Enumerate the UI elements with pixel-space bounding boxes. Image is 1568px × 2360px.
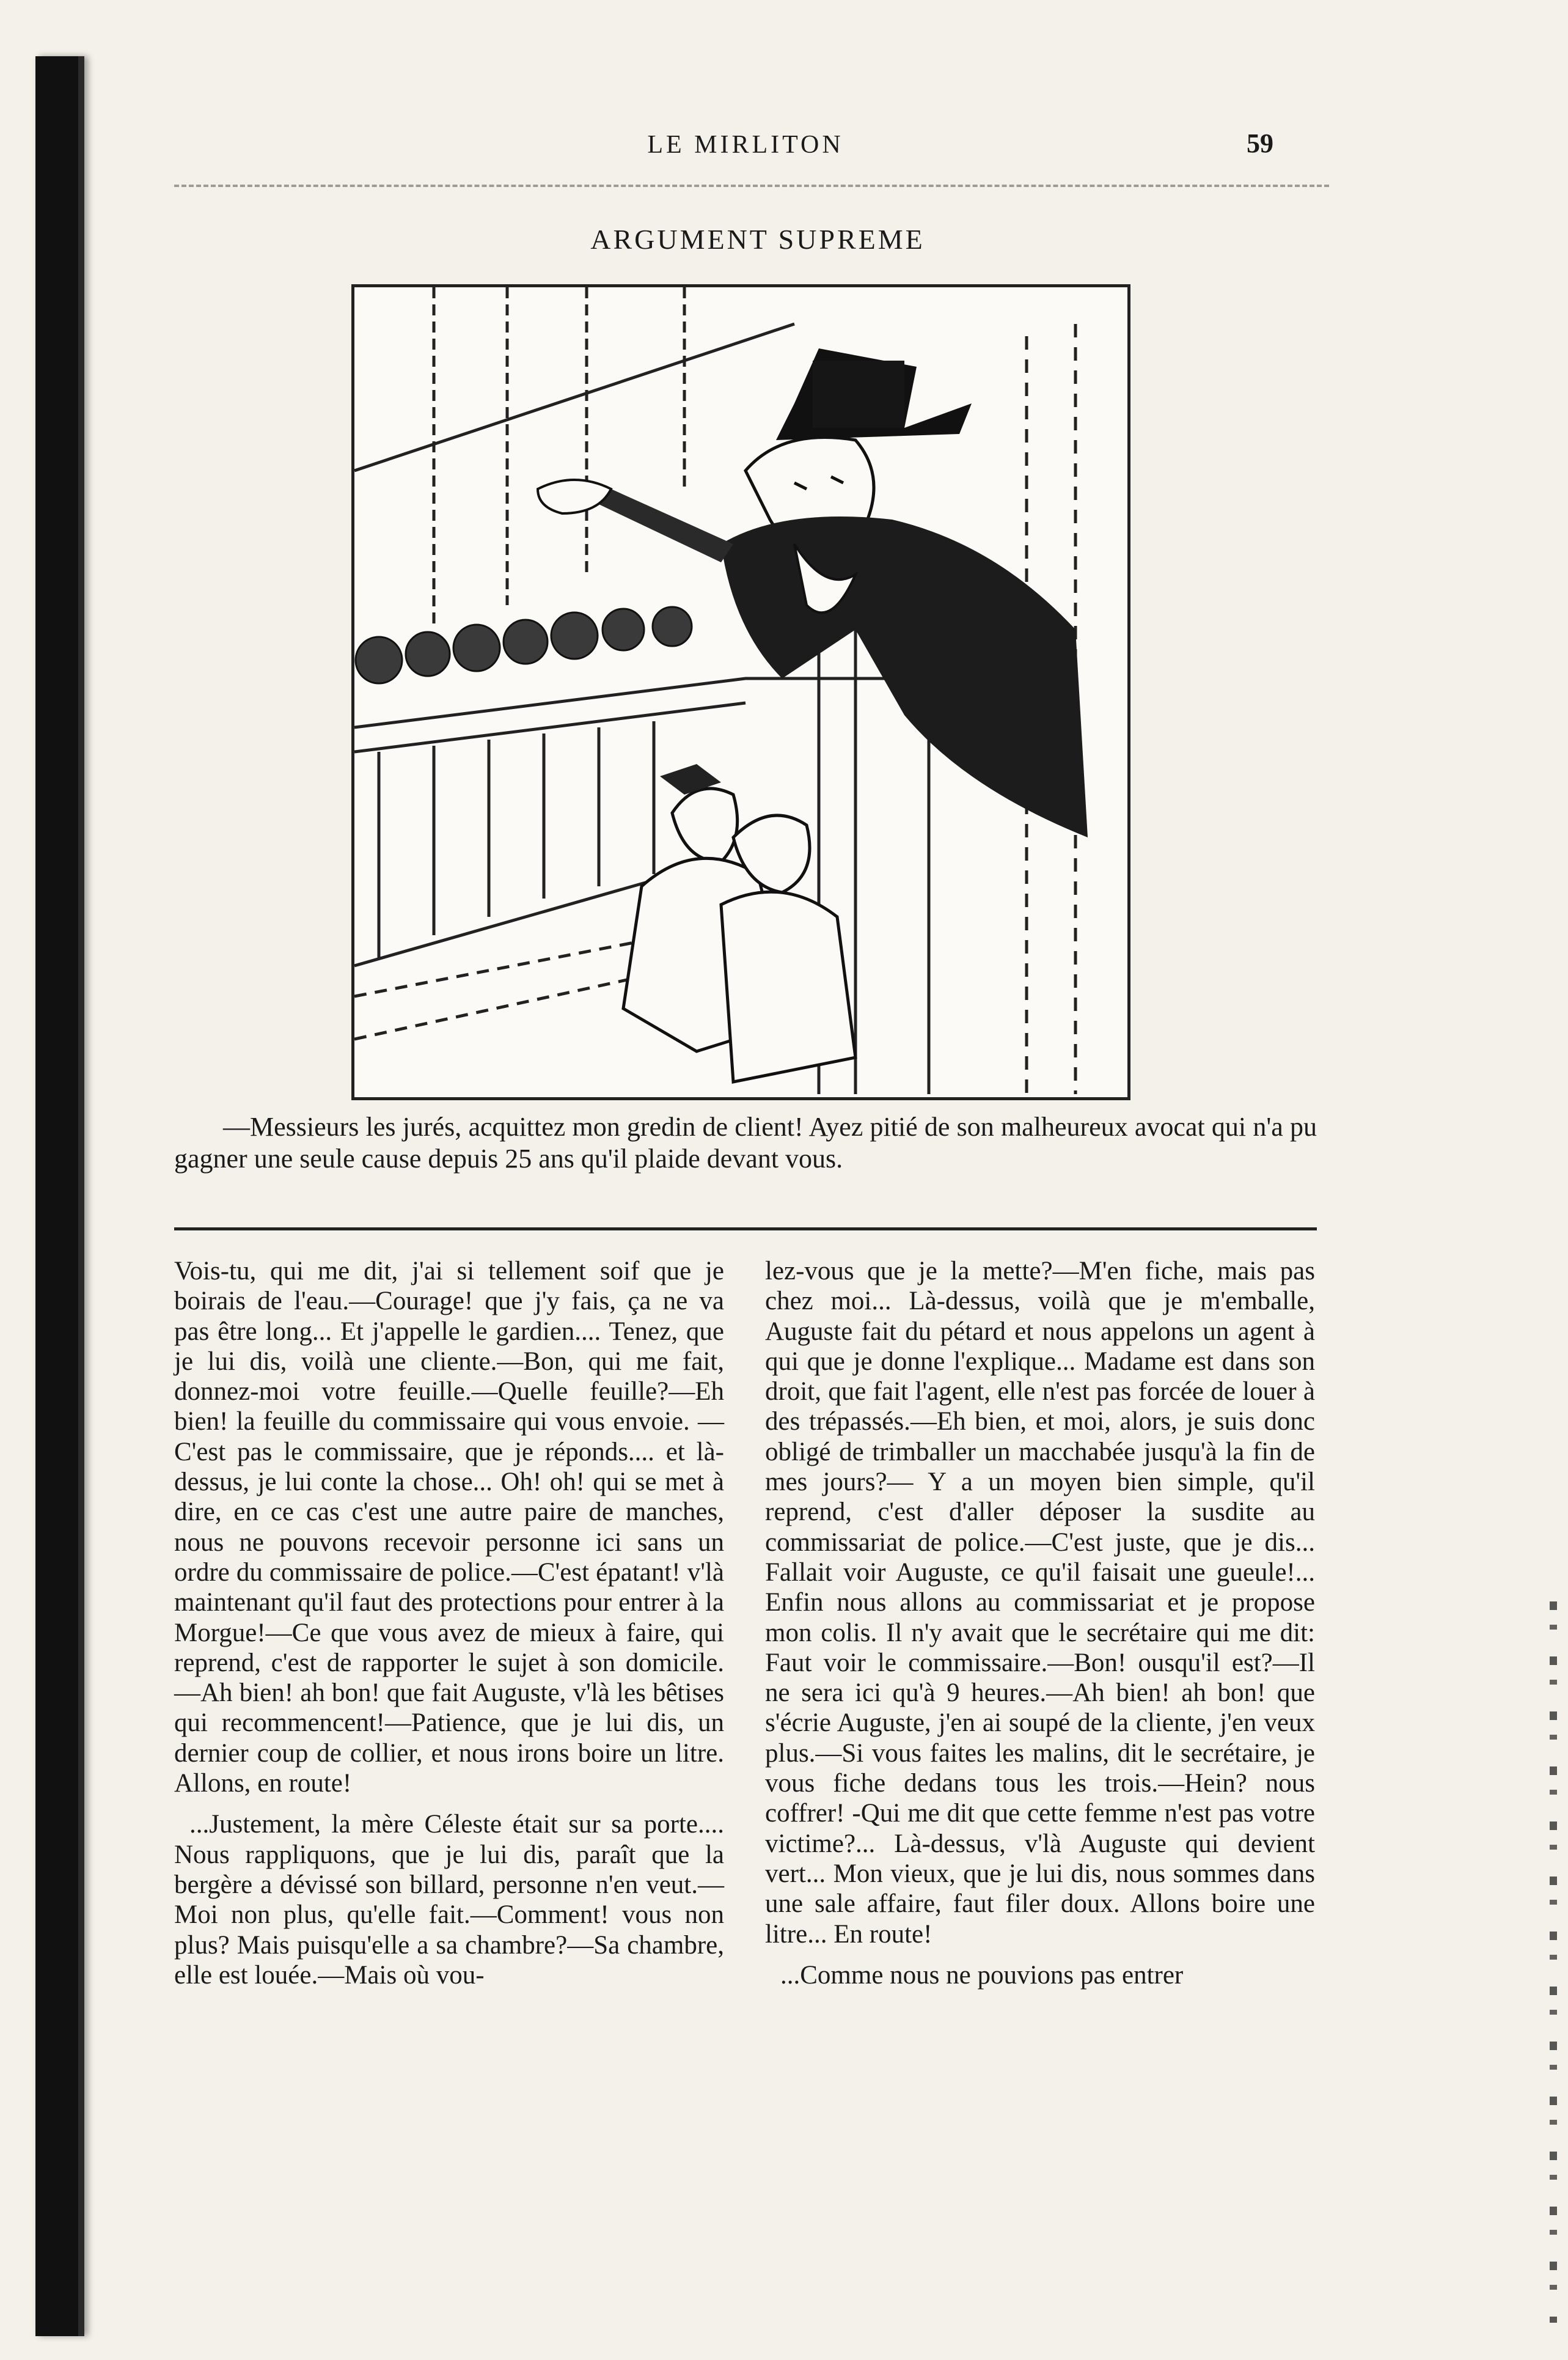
scan-margin-shadow [35, 56, 84, 2336]
page-header [0, 125, 1568, 168]
article-column-right [765, 1256, 1315, 2001]
article-column-left [174, 1256, 724, 2001]
courtroom-drawing [354, 287, 1127, 1097]
paragraph: ...Justement, la mère Céleste était sur sa porte.... Nous rappliquons, que je lui dis, paraît que la bergère a dévissé son billard, personne n'en veut.—Moi non plus, qu'elle fait.—Comment! vous non plus? Mais puisqu'elle a sa chambre?—Sa chambre, elle est louée.—Mais où vou- [174, 1810, 724, 1990]
running-title: LE MIRLITON [647, 131, 844, 159]
cartoon-caption [174, 1111, 1317, 1175]
page-number: 59 [1247, 128, 1273, 158]
cartoon-illustration [351, 284, 1130, 1100]
paragraph: ...Comme nous ne pouvions pas entrer [780, 1960, 1184, 1990]
paragraph: Vois-tu, qui me dit, j'ai si tellement soif que je boirais de l'eau.—Courage! que j'y fais, ça ne va pas être long... Et j'appelle le gardien.... Tenez, que je lui dis, voilà une cliente.—Bon, qui me fait, donnez-moi votre feuille.—Quelle feuille?—Eh bien! la feuille du commissaire qui vous envoie. —C'est pas le commissaire, que je réponds.... et là-dessus, je lui conte la chose... Oh! oh! qui se met à dire, en ce cas c'est une autre paire de manches, nous ne pouvons recevoir personne ici sans un ordre du commissaire de police.—C'est épatant! v'là maintenant qu'il faut des protections pour entrer à la Morgue!—Ce que vous avez de mieux à faire, qui reprend, c'est de rapporter le sujet à son domicile. —Ah bien! ah bon! que fait Auguste, v'là les bêtises qui recommencent!—Patience, que je lui dis, un dernier coup de collier, et nous irons boire un litre. Allons, en route! [174, 1257, 724, 1798]
cartoon-title: ARGUMENT SUPREME [590, 224, 925, 255]
section-rule [174, 1227, 1317, 1230]
paragraph: lez-vous que je la mette?—M'en fiche, mais pas chez moi... Là-dessus, voilà que je m'emballe, Auguste fait du pétard et nous appelons un agent à qui que je donne l'explique... Madame est dans son droit, que fait l'agent, elle n'est pas forcée de louer à des trépassés.—Eh bien, et moi, alors, je suis donc obligé de trimballer un macchabée jusqu'à la fin de mes jours?— Y a un moyen bien simple, qu'il reprend, c'est d'aller déposer la susdite au commissariat de police.—C'est juste, que je dis... Fallait voir Auguste, ce qu'il faisait une gueule!... Enfin nous allons au commissariat et je propose mon colis. Il n'y avait que le secrétaire qui me dit: Faut voir le commissaire.—Bon! ousqu'il est?—Il ne sera ici qu'à 9 heures.—Ah bien! ah bon! que s'écrie Auguste, j'en ai soupé de la cliente, j'en veux plus.—Si vous faites les malins, dit le secrétaire, je vous fiche dedans tous les trois.—Hein? nous coffrer! -Qui me dit que cette femme n'est pas votre victime?... Là-dessus, v'là Auguste qui devient vert... Mon vieux, que je lui dis, nous sommes dans une sale affaire, faut filer doux. Allons boire une litre... En route! [765, 1257, 1315, 1949]
caption-text: —Messieurs les jurés, acquittez mon gredin de client! Ayez pitié de son malheureux avocat qui n'a pu gagner une seule cause depuis 25 ans qu'il plaide devant vous. [174, 1112, 1317, 1174]
header-rule [174, 185, 1329, 187]
scan-edge-noise [1550, 1601, 1557, 2323]
